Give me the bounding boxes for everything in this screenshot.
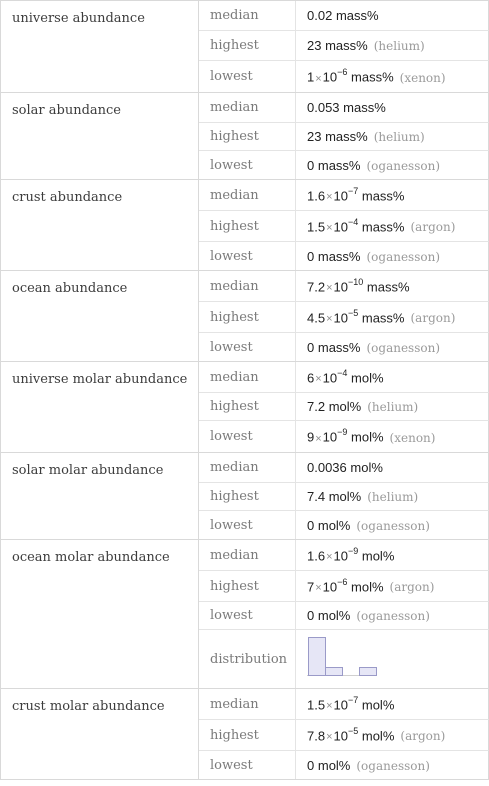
stat-value: $7\times 10^{-6}$ mol% (argon) — [307, 576, 435, 595]
table-row — [199, 483, 489, 511]
element-note: (helium) — [367, 490, 419, 504]
stat-label: median — [199, 362, 296, 392]
table-row — [199, 571, 489, 602]
property-label: crust abundance — [1, 180, 199, 270]
element-note: (oganesson) — [366, 249, 441, 264]
element-note: (argon) — [410, 220, 456, 235]
table-row — [199, 720, 489, 751]
element-note: (oganesson) — [366, 158, 441, 173]
table-row — [199, 302, 489, 333]
stat-value: 0 mol% (oganesson) — [307, 608, 430, 623]
stat-label: median — [199, 453, 296, 482]
element-note: (oganesson) — [356, 609, 430, 623]
table-row — [199, 393, 489, 421]
table-row — [199, 93, 489, 123]
table-row — [199, 211, 489, 242]
element-note: (xenon) — [399, 70, 446, 85]
stat-label: highest — [199, 302, 296, 332]
property-label: solar abundance — [1, 93, 199, 179]
element-note: (helium) — [367, 400, 419, 414]
stat-label: lowest — [199, 751, 296, 779]
property-label: crust molar abundance — [1, 689, 199, 779]
stat-label: median — [199, 689, 296, 719]
stat-value: $6\times 10^{-4}$ mol% — [307, 367, 384, 386]
property-label: universe abundance — [1, 1, 199, 92]
stat-value: 0 mass% (oganesson) — [307, 248, 441, 264]
element-note: (argon) — [410, 311, 456, 326]
stat-label: highest — [199, 393, 296, 420]
table-row — [199, 453, 489, 483]
stat-value: $9\times 10^{-9}$ mol% (xenon) — [307, 427, 436, 445]
property-label: ocean molar abundance — [1, 540, 199, 688]
property-label: universe molar abundance — [1, 362, 199, 452]
stat-label: highest — [199, 211, 296, 241]
table-row — [199, 271, 489, 302]
property-label: ocean abundance — [1, 271, 199, 361]
element-note: (oganesson) — [366, 340, 441, 355]
table-group-ocean-molar-abundance — [1, 540, 489, 689]
table-group-universe-abundance — [1, 1, 489, 93]
stat-value: $7.8\times 10^{-5}$ mol% (argon) — [307, 725, 446, 744]
element-note: (oganesson) — [356, 758, 430, 773]
stat-label: highest — [199, 31, 296, 60]
distribution-histogram — [307, 636, 387, 682]
stat-label: highest — [199, 483, 296, 510]
table-row — [199, 180, 489, 211]
stat-label: lowest — [199, 511, 296, 539]
stat-value: $1.5\times 10^{-7}$ mol% — [307, 694, 395, 713]
stat-label: highest — [199, 571, 296, 601]
table-group-solar-molar-abundance — [1, 453, 489, 540]
stat-value: 0 mass% (oganesson) — [307, 157, 441, 173]
table-row — [199, 31, 489, 61]
table-row — [199, 123, 489, 151]
element-note: (oganesson) — [356, 518, 430, 533]
stat-value: 23 mass% (helium) — [307, 38, 425, 53]
stat-value: 23 mass% (helium) — [307, 129, 425, 144]
stat-value: $1.6\times 10^{-9}$ mol% — [307, 545, 395, 564]
table-row — [199, 421, 489, 452]
table-group-crust-abundance — [1, 180, 489, 271]
stat-label: distribution — [199, 630, 296, 688]
table-row — [199, 689, 489, 720]
stat-label: median — [199, 180, 296, 210]
stat-label: lowest — [199, 151, 296, 179]
table-row — [199, 511, 489, 539]
stat-value: 0.02 mass% — [307, 8, 379, 23]
table-group-ocean-abundance — [1, 271, 489, 362]
stat-value: 0.0036 mol% — [307, 460, 383, 475]
table-row — [199, 751, 489, 779]
stat-value: 0 mass% (oganesson) — [307, 339, 441, 355]
stat-label: lowest — [199, 333, 296, 361]
table-row — [199, 61, 489, 92]
table-row — [199, 242, 489, 270]
stat-value: 0 mol% (oganesson) — [307, 757, 430, 773]
histogram-bar — [309, 638, 326, 676]
histogram-bar — [360, 668, 377, 676]
distribution-chart — [296, 636, 387, 682]
table-row — [199, 333, 489, 361]
stat-value: 0.053 mass% — [307, 100, 386, 115]
element-note: (helium) — [373, 39, 425, 53]
element-note: (helium) — [373, 130, 425, 144]
stat-label: median — [199, 540, 296, 570]
table-row — [199, 630, 489, 688]
stat-label: median — [199, 1, 296, 30]
table-row — [199, 540, 489, 571]
stat-value: $1.6\times 10^{-7}$ mass% — [307, 185, 405, 204]
stat-label: median — [199, 93, 296, 122]
stat-value: $4.5\times 10^{-5}$ mass% (argon) — [307, 307, 456, 326]
stat-label: highest — [199, 720, 296, 750]
element-note: (argon) — [400, 729, 446, 744]
stat-label: lowest — [199, 61, 296, 92]
table-row — [199, 1, 489, 31]
property-label: solar molar abundance — [1, 453, 199, 539]
stat-label: lowest — [199, 242, 296, 270]
table-group-crust-molar-abundance — [1, 689, 489, 780]
stat-label: lowest — [199, 421, 296, 452]
stat-value: 7.2 mol% (helium) — [307, 399, 419, 414]
table-row — [199, 362, 489, 393]
stat-value: $7.2\times 10^{-10}$ mass% — [307, 276, 410, 295]
element-note: (argon) — [389, 580, 435, 595]
stat-label: highest — [199, 123, 296, 150]
table-group-universe-molar-abundance — [1, 362, 489, 453]
histogram-bar — [326, 668, 343, 676]
table-row — [199, 602, 489, 630]
stat-value: 7.4 mol% (helium) — [307, 489, 419, 504]
table-row — [199, 151, 489, 179]
table-group-solar-abundance — [1, 93, 489, 180]
stat-value: $1\times 10^{-6}$ mass% (xenon) — [307, 67, 446, 85]
element-note: (xenon) — [389, 430, 436, 445]
stat-label: lowest — [199, 602, 296, 629]
stat-value: $1.5\times 10^{-4}$ mass% (argon) — [307, 216, 456, 235]
stat-value: 0 mol% (oganesson) — [307, 517, 430, 533]
stat-label: median — [199, 271, 296, 301]
